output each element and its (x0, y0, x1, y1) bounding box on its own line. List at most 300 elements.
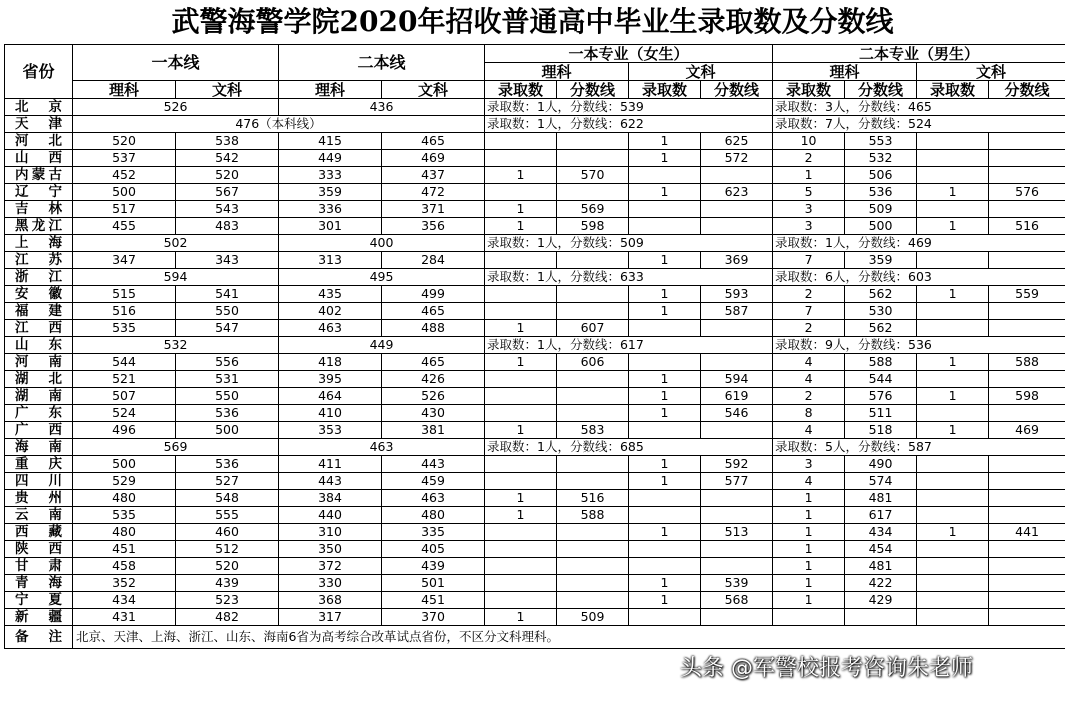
value-cell (917, 150, 989, 167)
erben-line-cell: 463 (279, 439, 485, 456)
erben-line-cell: 400 (279, 235, 485, 252)
value-cell: 544 (73, 354, 176, 371)
value-cell: 1 (629, 405, 701, 422)
value-cell (557, 558, 629, 575)
value-cell: 430 (382, 405, 485, 422)
value-cell: 576 (989, 184, 1065, 201)
value-cell (989, 167, 1065, 184)
value-cell (917, 592, 989, 609)
value-cell (557, 252, 629, 269)
value-cell: 10 (773, 133, 845, 150)
value-cell (701, 609, 773, 626)
value-cell: 469 (382, 150, 485, 167)
value-cell: 500 (845, 218, 917, 235)
value-cell: 437 (382, 167, 485, 184)
province-cell: 甘肃 (5, 558, 73, 575)
value-cell: 284 (382, 252, 485, 269)
header-yiben: 一本线 (73, 45, 279, 81)
value-cell: 455 (73, 218, 176, 235)
value-cell (989, 201, 1065, 218)
value-cell: 480 (73, 490, 176, 507)
value-cell: 576 (845, 388, 917, 405)
table-row (5, 286, 1065, 303)
value-cell: 426 (382, 371, 485, 388)
value-cell: 370 (382, 609, 485, 626)
value-cell: 451 (73, 541, 176, 558)
table-row (5, 354, 1065, 371)
value-cell: 550 (176, 303, 279, 320)
value-cell: 598 (557, 218, 629, 235)
header-wenke: 文科 (629, 63, 773, 81)
value-cell: 516 (73, 303, 176, 320)
value-cell: 574 (845, 473, 917, 490)
value-cell: 1 (629, 303, 701, 320)
table-row (5, 609, 1065, 626)
value-cell: 1 (485, 320, 557, 337)
value-cell: 517 (73, 201, 176, 218)
value-cell: 500 (73, 456, 176, 473)
value-cell: 520 (176, 558, 279, 575)
value-cell: 588 (557, 507, 629, 524)
value-cell: 481 (845, 490, 917, 507)
header-score: 分数线 (845, 81, 917, 99)
value-cell: 7 (773, 303, 845, 320)
value-cell: 465 (382, 133, 485, 150)
value-cell (989, 303, 1065, 320)
value-cell: 539 (701, 575, 773, 592)
value-cell: 350 (279, 541, 382, 558)
value-cell: 587 (701, 303, 773, 320)
value-cell (485, 405, 557, 422)
table-row (5, 303, 1065, 320)
value-cell: 356 (382, 218, 485, 235)
value-cell: 536 (176, 405, 279, 422)
value-cell: 532 (845, 150, 917, 167)
value-cell (485, 592, 557, 609)
value-cell (557, 133, 629, 150)
province-cell: 山东 (5, 337, 73, 354)
value-cell: 410 (279, 405, 382, 422)
value-cell (485, 473, 557, 490)
value-cell: 553 (845, 133, 917, 150)
value-cell: 441 (989, 524, 1065, 541)
value-cell (629, 558, 701, 575)
value-cell: 463 (382, 490, 485, 507)
value-cell (557, 541, 629, 558)
province-cell: 福建 (5, 303, 73, 320)
value-cell (989, 558, 1065, 575)
province-cell: 宁夏 (5, 592, 73, 609)
table-row (5, 184, 1065, 201)
table-row (5, 592, 1065, 609)
value-cell: 496 (73, 422, 176, 439)
value-cell (917, 541, 989, 558)
value-cell (917, 558, 989, 575)
value-cell: 422 (845, 575, 917, 592)
value-cell (773, 609, 845, 626)
value-cell: 371 (382, 201, 485, 218)
male-major-summary: 录取数：6人，分数线：603 (773, 269, 1065, 286)
value-cell: 544 (845, 371, 917, 388)
table-row (5, 99, 1065, 116)
value-cell: 439 (382, 558, 485, 575)
value-cell: 1 (773, 167, 845, 184)
header-wenke: 文科 (176, 81, 279, 99)
value-cell: 1 (773, 558, 845, 575)
value-cell: 443 (279, 473, 382, 490)
table-row (5, 490, 1065, 507)
value-cell (917, 405, 989, 422)
value-cell (557, 184, 629, 201)
value-cell: 7 (773, 252, 845, 269)
value-cell: 418 (279, 354, 382, 371)
value-cell (989, 575, 1065, 592)
province-cell: 青海 (5, 575, 73, 592)
value-cell: 516 (557, 490, 629, 507)
value-cell: 317 (279, 609, 382, 626)
value-cell: 480 (382, 507, 485, 524)
value-cell: 5 (773, 184, 845, 201)
value-cell (989, 490, 1065, 507)
value-cell (701, 558, 773, 575)
province-cell: 上海 (5, 235, 73, 252)
province-cell: 湖南 (5, 388, 73, 405)
value-cell (701, 201, 773, 218)
province-cell: 广西 (5, 422, 73, 439)
value-cell: 434 (73, 592, 176, 609)
value-cell: 1 (629, 592, 701, 609)
table-row (5, 422, 1065, 439)
header-count: 录取数 (773, 81, 845, 99)
male-major-summary: 录取数：9人，分数线：536 (773, 337, 1065, 354)
header-score: 分数线 (989, 81, 1065, 99)
value-cell: 501 (382, 575, 485, 592)
value-cell (557, 388, 629, 405)
table-row (5, 337, 1065, 354)
value-cell: 556 (176, 354, 279, 371)
value-cell (485, 371, 557, 388)
value-cell (989, 371, 1065, 388)
value-cell: 562 (845, 320, 917, 337)
table-row (5, 150, 1065, 167)
value-cell: 449 (279, 150, 382, 167)
value-cell: 402 (279, 303, 382, 320)
yiben-line-cell: 502 (73, 235, 279, 252)
province-cell: 陕西 (5, 541, 73, 558)
value-cell: 1 (485, 609, 557, 626)
value-cell: 1 (773, 541, 845, 558)
value-cell: 568 (701, 592, 773, 609)
value-cell: 1 (485, 422, 557, 439)
province-cell: 内蒙古 (5, 167, 73, 184)
value-cell (917, 167, 989, 184)
value-cell (629, 167, 701, 184)
province-cell: 云南 (5, 507, 73, 524)
value-cell: 531 (176, 371, 279, 388)
value-cell: 1 (917, 286, 989, 303)
female-major-summary: 录取数：1人，分数线：622 (485, 116, 773, 133)
table-body (5, 99, 1065, 626)
value-cell (557, 524, 629, 541)
value-cell: 372 (279, 558, 382, 575)
value-cell: 1 (485, 354, 557, 371)
header-yiben-major: 一本专业（女生） (485, 45, 773, 63)
value-cell: 443 (382, 456, 485, 473)
value-cell: 454 (845, 541, 917, 558)
province-cell: 四川 (5, 473, 73, 490)
erben-line-cell: 449 (279, 337, 485, 354)
value-cell: 526 (382, 388, 485, 405)
value-cell: 1 (629, 575, 701, 592)
value-cell: 588 (989, 354, 1065, 371)
value-cell: 2 (773, 286, 845, 303)
value-cell: 507 (73, 388, 176, 405)
value-cell (629, 354, 701, 371)
value-cell (485, 456, 557, 473)
value-cell (917, 252, 989, 269)
value-cell: 2 (773, 150, 845, 167)
value-cell: 451 (382, 592, 485, 609)
value-cell (629, 609, 701, 626)
value-cell: 411 (279, 456, 382, 473)
value-cell: 1 (629, 150, 701, 167)
value-cell (485, 184, 557, 201)
value-cell: 4 (773, 371, 845, 388)
value-cell (701, 541, 773, 558)
erben-line-cell: 436 (279, 99, 485, 116)
value-cell: 463 (279, 320, 382, 337)
table-row (5, 541, 1065, 558)
header-like: 理科 (279, 81, 382, 99)
header-province: 省份 (5, 45, 73, 99)
header-erben: 二本线 (279, 45, 485, 81)
value-cell (485, 558, 557, 575)
table-row (5, 269, 1065, 286)
value-cell: 369 (701, 252, 773, 269)
value-cell: 559 (989, 286, 1065, 303)
value-cell: 359 (845, 252, 917, 269)
value-cell: 547 (176, 320, 279, 337)
value-cell: 1 (917, 388, 989, 405)
value-cell: 511 (845, 405, 917, 422)
value-cell: 538 (176, 133, 279, 150)
table-row (5, 167, 1065, 184)
value-cell (917, 303, 989, 320)
value-cell: 3 (773, 218, 845, 235)
table-row (5, 320, 1065, 337)
province-cell: 浙江 (5, 269, 73, 286)
value-cell (485, 150, 557, 167)
table-row (5, 235, 1065, 252)
value-cell (485, 286, 557, 303)
page-title: 武警海警学院2020年招收普通高中毕业生录取数及分数线 (171, 5, 894, 38)
value-cell: 1 (773, 524, 845, 541)
value-cell (917, 201, 989, 218)
header-score: 分数线 (557, 81, 629, 99)
yiben-line-cell: 532 (73, 337, 279, 354)
value-cell: 464 (279, 388, 382, 405)
value-cell: 1 (629, 286, 701, 303)
female-major-summary: 录取数：1人，分数线：509 (485, 235, 773, 252)
value-cell: 550 (176, 388, 279, 405)
value-cell: 607 (557, 320, 629, 337)
value-cell: 523 (176, 592, 279, 609)
value-cell: 415 (279, 133, 382, 150)
value-cell: 8 (773, 405, 845, 422)
value-cell: 330 (279, 575, 382, 592)
table-row (5, 439, 1065, 456)
female-major-summary: 录取数：1人，分数线：685 (485, 439, 773, 456)
value-cell: 588 (845, 354, 917, 371)
value-cell: 310 (279, 524, 382, 541)
yiben-line-cell: 594 (73, 269, 279, 286)
header-score: 分数线 (701, 81, 773, 99)
value-cell (701, 422, 773, 439)
value-cell: 1 (773, 575, 845, 592)
value-cell (629, 422, 701, 439)
value-cell (629, 201, 701, 218)
province-cell: 北京 (5, 99, 73, 116)
value-cell (557, 405, 629, 422)
value-cell: 509 (557, 609, 629, 626)
value-cell (917, 320, 989, 337)
value-cell: 1 (629, 456, 701, 473)
value-cell: 518 (845, 422, 917, 439)
value-cell: 535 (73, 320, 176, 337)
value-cell: 395 (279, 371, 382, 388)
value-cell: 1 (485, 167, 557, 184)
province-cell: 江苏 (5, 252, 73, 269)
value-cell: 623 (701, 184, 773, 201)
value-cell: 381 (382, 422, 485, 439)
header-like: 理科 (485, 63, 629, 81)
value-cell (989, 133, 1065, 150)
note-label: 备 注 (5, 626, 73, 649)
province-cell: 山西 (5, 150, 73, 167)
male-major-summary: 录取数：3人，分数线：465 (773, 99, 1065, 116)
value-cell (557, 303, 629, 320)
value-cell: 520 (176, 167, 279, 184)
value-cell: 569 (557, 201, 629, 218)
value-cell (701, 507, 773, 524)
province-cell: 黑龙江 (5, 218, 73, 235)
value-cell: 1 (629, 524, 701, 541)
value-cell: 555 (176, 507, 279, 524)
table-row (5, 575, 1065, 592)
value-cell (989, 405, 1065, 422)
value-cell: 384 (279, 490, 382, 507)
value-cell: 598 (989, 388, 1065, 405)
value-cell (989, 150, 1065, 167)
header-count: 录取数 (917, 81, 989, 99)
yiben-line-cell: 526 (73, 99, 279, 116)
table-row (5, 558, 1065, 575)
value-cell (701, 167, 773, 184)
header-count: 录取数 (629, 81, 701, 99)
value-cell: 529 (73, 473, 176, 490)
value-cell: 469 (989, 422, 1065, 439)
value-cell (917, 371, 989, 388)
province-cell: 吉林 (5, 201, 73, 218)
value-cell (557, 150, 629, 167)
value-cell: 439 (176, 575, 279, 592)
value-cell (989, 456, 1065, 473)
value-cell (917, 490, 989, 507)
value-cell: 488 (382, 320, 485, 337)
value-cell (989, 320, 1065, 337)
value-cell: 516 (989, 218, 1065, 235)
value-cell: 546 (701, 405, 773, 422)
value-cell: 483 (176, 218, 279, 235)
table-row (5, 201, 1065, 218)
value-cell: 4 (773, 354, 845, 371)
value-cell: 500 (73, 184, 176, 201)
value-cell (485, 541, 557, 558)
value-cell: 570 (557, 167, 629, 184)
value-cell (629, 490, 701, 507)
value-cell: 352 (73, 575, 176, 592)
value-cell: 583 (557, 422, 629, 439)
value-cell: 2 (773, 320, 845, 337)
value-cell: 4 (773, 473, 845, 490)
watermark: 头条 @军警校报考咨询朱老师 (680, 656, 973, 681)
table-row (5, 473, 1065, 490)
female-major-summary: 录取数：1人，分数线：539 (485, 99, 773, 116)
value-cell: 368 (279, 592, 382, 609)
female-major-summary: 录取数：1人，分数线：617 (485, 337, 773, 354)
value-cell: 524 (73, 405, 176, 422)
province-cell: 江西 (5, 320, 73, 337)
value-cell: 521 (73, 371, 176, 388)
value-cell: 562 (845, 286, 917, 303)
header-wenke: 文科 (917, 63, 1065, 81)
value-cell: 619 (701, 388, 773, 405)
value-cell (917, 575, 989, 592)
value-cell: 460 (176, 524, 279, 541)
value-cell (485, 388, 557, 405)
value-cell: 506 (845, 167, 917, 184)
value-cell: 465 (382, 354, 485, 371)
value-cell (557, 286, 629, 303)
value-cell: 1 (485, 507, 557, 524)
province-cell: 辽宁 (5, 184, 73, 201)
province-cell: 广东 (5, 405, 73, 422)
value-cell (701, 320, 773, 337)
value-cell: 513 (701, 524, 773, 541)
value-cell: 500 (176, 422, 279, 439)
header-like: 理科 (73, 81, 176, 99)
value-cell (701, 490, 773, 507)
value-cell: 336 (279, 201, 382, 218)
value-cell: 405 (382, 541, 485, 558)
value-cell: 1 (917, 218, 989, 235)
value-cell: 313 (279, 252, 382, 269)
value-cell: 512 (176, 541, 279, 558)
table-row (5, 405, 1065, 422)
header-wenke: 文科 (382, 81, 485, 99)
province-cell: 重庆 (5, 456, 73, 473)
value-cell: 543 (176, 201, 279, 218)
value-cell (629, 507, 701, 524)
province-cell: 西藏 (5, 524, 73, 541)
value-cell: 435 (279, 286, 382, 303)
value-cell: 515 (73, 286, 176, 303)
erben-line-cell: 495 (279, 269, 485, 286)
value-cell: 431 (73, 609, 176, 626)
value-cell: 536 (845, 184, 917, 201)
value-cell: 353 (279, 422, 382, 439)
value-cell: 567 (176, 184, 279, 201)
